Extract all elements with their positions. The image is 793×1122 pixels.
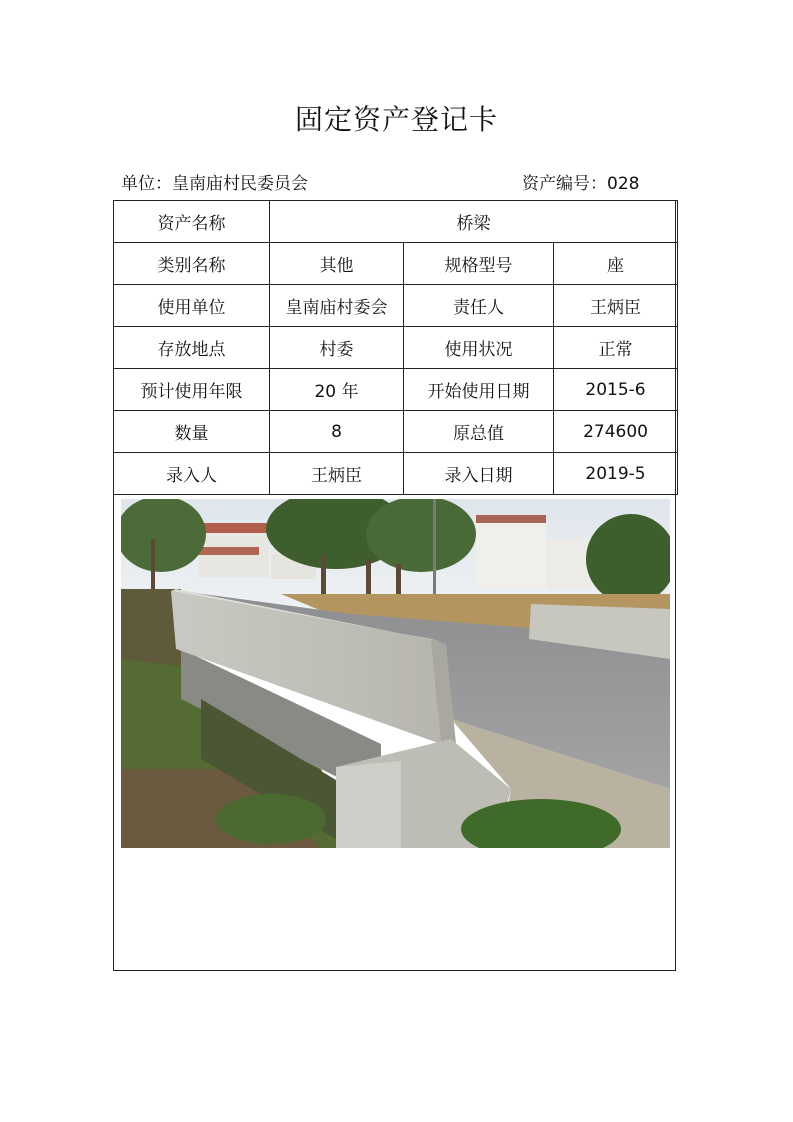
field-value: 2019-5: [554, 453, 678, 495]
page-title: 固定资产登记卡: [294, 103, 498, 136]
bridge-photo: [121, 499, 670, 848]
field-value: 座: [554, 243, 678, 285]
asset-name-label: 资产名称: [114, 201, 270, 243]
table-row: [114, 285, 678, 327]
field-value: 274600: [554, 411, 678, 453]
field-label: 存放地点: [114, 327, 270, 369]
table-row: [114, 411, 678, 453]
asset-info-table: [113, 200, 678, 495]
table-row: [114, 201, 678, 243]
field-value: 其他: [270, 243, 404, 285]
field-value: 20 年: [270, 369, 404, 411]
field-label: 预计使用年限: [114, 369, 270, 411]
field-value: 8: [270, 411, 404, 453]
registration-card: [113, 200, 676, 971]
table-row: [114, 453, 678, 495]
field-label: 责任人: [404, 285, 554, 327]
field-label: 类别名称: [114, 243, 270, 285]
table-row: [114, 369, 678, 411]
field-label: 录入日期: [404, 453, 554, 495]
field-label: 使用单位: [114, 285, 270, 327]
unit-label: 单位：皇南庙村民委员会: [121, 174, 308, 194]
field-label: 数量: [114, 411, 270, 453]
field-label: 录入人: [114, 453, 270, 495]
field-value: 正常: [554, 327, 678, 369]
field-value: 村委: [270, 327, 404, 369]
field-value: 王炳臣: [554, 285, 678, 327]
asset-number: 资产编号：028: [522, 174, 640, 194]
table-row: [114, 243, 678, 285]
field-value: 2015-6: [554, 369, 678, 411]
table-row: [114, 327, 678, 369]
bridge-photo-illustration: [121, 499, 670, 848]
field-label: 开始使用日期: [404, 369, 554, 411]
field-label: 规格型号: [404, 243, 554, 285]
field-label: 原总值: [404, 411, 554, 453]
field-value: 皇南庙村委会: [270, 285, 404, 327]
field-value: 王炳臣: [270, 453, 404, 495]
asset-name-value: 桥梁: [270, 201, 678, 243]
field-label: 使用状况: [404, 327, 554, 369]
